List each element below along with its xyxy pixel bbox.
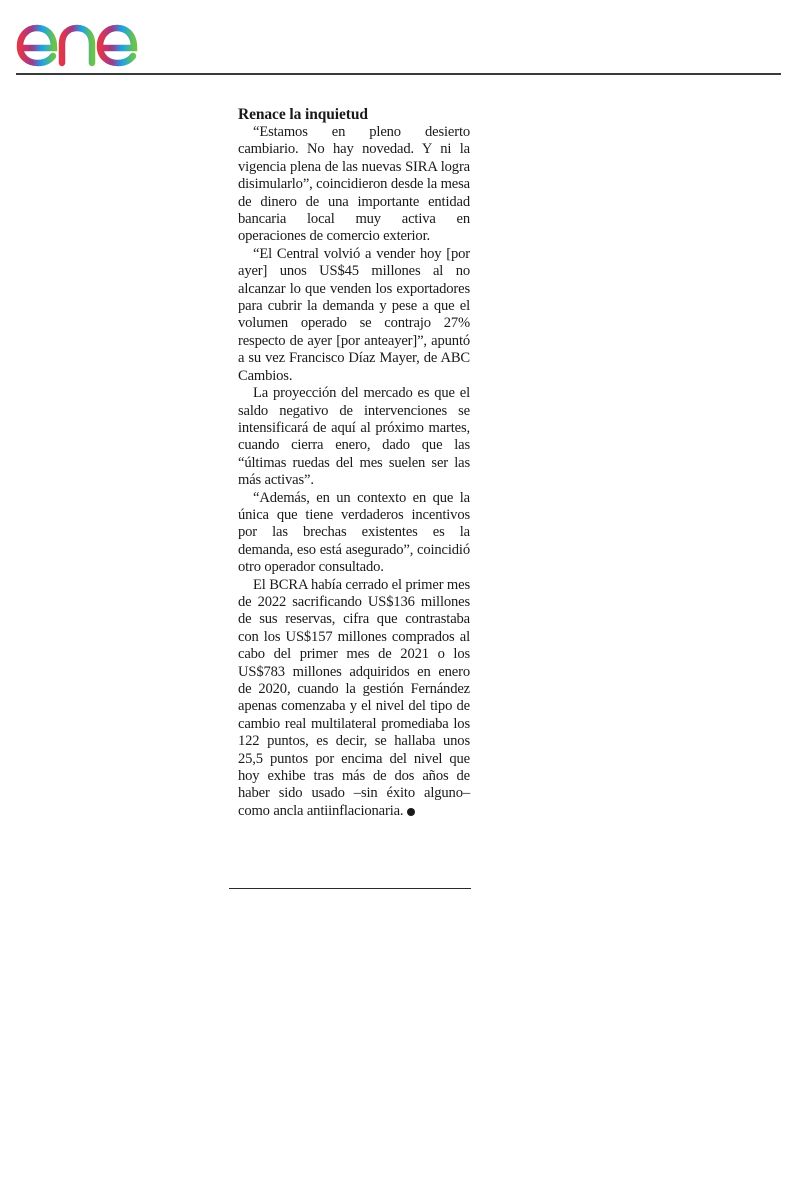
footer-divider (229, 888, 471, 889)
header-divider (16, 73, 781, 75)
article-paragraph-3: La proyección del mercado es que el saldo negativo de intervenciones se intensificará de aquí al próximo martes, cuando cierra enero, dado que las “últimas ruedas del mes suelen ser las más activas”. (238, 385, 470, 489)
news-article (238, 106, 470, 820)
article-headline: Renace la inquietud (238, 106, 368, 123)
article-paragraph-1: “Estamos en pleno desierto cambiario. No hay novedad. Y ni la vigencia plena de las nuevas SIRA logra disimularlo”, coincidieron desde la mesa de dinero de una importante entidad bancaria local muy activa en operaciones de comercio exterior. (238, 124, 470, 245)
article-paragraph-4: “Además, en un contexto en que la única que tiene verdaderos incentivos por las brechas existentes es la demanda, eso está asegurado”, coincidió otro operador consultado. (238, 489, 470, 576)
enel-logo-mark (14, 16, 174, 68)
article-paragraph-5-text: El BCRA había cerrado el primer mes de 2022 sacrificando US$136 millones de sus reservas, cifra que contrastaba con los US$157 millones comprados al cabo del primer mes de 2021 o los US$783 millones adquiridos en enero de 2020, cuando la gestión Fernández apenas comenzaba y el nivel del tipo de cambio real multilateral promediaba los 122 puntos, es decir, se hallaba unos 25,5 puntos por encima del nivel que hoy exhibe tras más de dos años de haber sido usado –sin éxito alguno– como ancla antiinflacionaria. (238, 576, 470, 819)
enel-logo (14, 16, 174, 68)
article-paragraph-5 (238, 577, 470, 821)
end-of-article-bullet-icon (407, 808, 415, 816)
article-paragraph-2: “El Central volvió a vender hoy [por ayer] unos US$45 millones al no alcanzar lo que venden los exportadores para cubrir la demanda y pese a que el volumen operado se contrajo 27% respecto de ayer [por anteayer]”, apuntó a su vez Francisco Díaz Mayer, de ABC Cambios. (238, 245, 470, 384)
